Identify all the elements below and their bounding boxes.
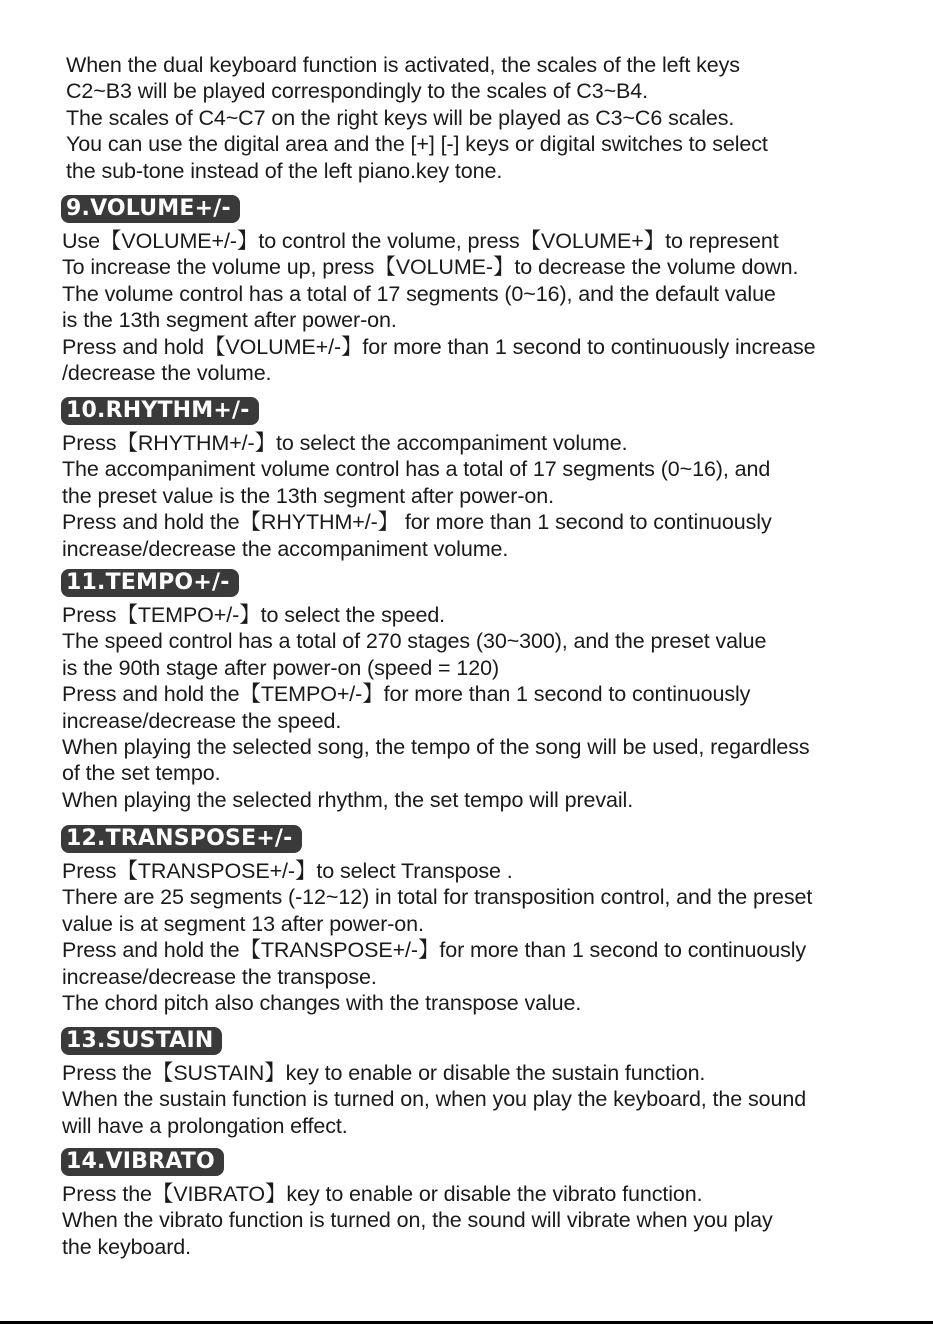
section-line: The accompaniment volume control has a total of 17 segments (0~16), and <box>62 457 771 482</box>
intro-line: You can use the digital area and the [+] [-] keys or digital switches to select <box>66 132 768 157</box>
section-heading-transpose: 12.TRANSPOSE+/- <box>61 825 302 853</box>
section-line: When the vibrato function is turned on, the sound will vibrate when you play <box>62 1208 773 1233</box>
intro-line: When the dual keyboard function is activated, the scales of the left keys <box>66 53 740 77</box>
section-line: Press the【VIBRATO】key to enable or disable the vibrato function. <box>62 1182 703 1206</box>
section-line: To increase the volume up, press【VOLUME-】to decrease the volume down. <box>62 255 799 280</box>
intro-paragraph <box>66 52 768 184</box>
section-line: value is at segment 13 after power-on. <box>62 911 424 936</box>
section-line: Press【RHYTHM+/-】to select the accompaniment volume. <box>62 431 628 455</box>
section-sustain <box>62 1027 806 1139</box>
section-line: the preset value is the 13th segment after power-on. <box>62 483 554 508</box>
section-line: Press the【SUSTAIN】key to enable or disable the sustain function. <box>62 1061 706 1085</box>
section-line: is the 13th segment after power-on. <box>62 308 397 333</box>
intro-line: C2~B3 will be played correspondingly to the scales of C3~B4. <box>66 79 649 104</box>
section-vibrato <box>62 1148 773 1260</box>
section-line: The speed control has a total of 270 stages (30~300), and the preset value <box>62 629 767 654</box>
section-line: When the sustain function is turned on, when you play the keyboard, the sound <box>62 1087 807 1112</box>
section-tempo <box>62 569 810 813</box>
section-line: Press and hold the【RHYTHM+/-】 for more than 1 second to continuously <box>62 510 772 535</box>
section-transpose <box>62 825 812 1016</box>
intro-line: the sub-tone instead of the left piano.key tone. <box>66 158 503 183</box>
section-heading-vibrato: 14.VIBRATO <box>61 1148 224 1176</box>
section-line: There are 25 segments (-12~12) in total for transposition control, and the preset <box>62 885 813 910</box>
section-line: increase/decrease the accompaniment volume. <box>62 536 509 561</box>
section-line: of the set tempo. <box>62 761 221 786</box>
section-line: Press and hold【VOLUME+/-】for more than 1 second to continuously increase <box>62 334 816 359</box>
section-line: will have a prolongation effect. <box>62 1113 348 1138</box>
intro-line: The scales of C4~C7 on the right keys will be played as C3~C6 scales. <box>66 105 735 130</box>
section-line: the keyboard. <box>62 1234 191 1259</box>
section-heading-rhythm: 10.RHYTHM+/- <box>61 397 259 425</box>
section-line: When playing the selected rhythm, the set tempo will prevail. <box>62 787 634 812</box>
section-line: is the 90th stage after power-on (speed = 120) <box>62 655 500 680</box>
section-line: increase/decrease the transpose. <box>62 964 377 989</box>
section-rhythm <box>62 397 772 562</box>
section-line: When playing the selected song, the tempo of the song will be used, regardless <box>62 735 810 760</box>
section-line: Use【VOLUME+/-】to control the volume, press【VOLUME+】to represent <box>62 229 779 253</box>
section-line: The volume control has a total of 17 segments (0~16), and the default value <box>62 281 776 306</box>
section-volume <box>62 195 815 386</box>
section-line: Press【TRANSPOSE+/-】to select Transpose . <box>62 859 513 883</box>
section-line: Press【TEMPO+/-】to select the speed. <box>62 603 446 627</box>
section-line: Press and hold the【TEMPO+/-】for more than 1 second to continuously <box>62 682 751 707</box>
section-line: The chord pitch also changes with the transpose value. <box>62 991 582 1016</box>
section-line: increase/decrease the speed. <box>62 708 342 733</box>
section-heading-volume: 9.VOLUME+/- <box>61 195 240 223</box>
section-line: Press and hold the【TRANSPOSE+/-】for more than 1 second to continuously <box>62 938 807 963</box>
section-heading-sustain: 13.SUSTAIN <box>61 1027 222 1055</box>
section-line: /decrease the volume. <box>62 361 272 386</box>
section-heading-tempo: 11.TEMPO+/- <box>61 569 239 597</box>
